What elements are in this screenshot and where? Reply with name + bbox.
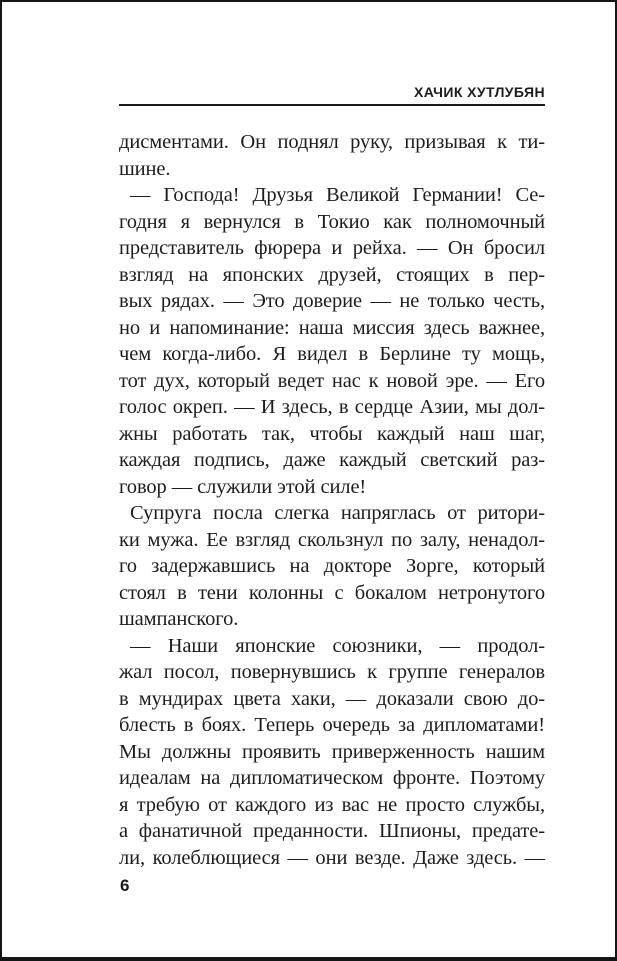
body-line: го задержавшись на докторе Зорге, который [119,555,545,577]
body-line: идеалам на дипломатическом фронте. Поэтому [119,767,545,789]
body-line: годня я вернулся в Токио как полномочный [119,210,545,233]
body-line: в мундирах цвета хаки, — доказали свою до- [119,687,545,710]
body-line: а фанатичной преданности. Шпионы, предате- [119,820,545,842]
body-line: стоял в тени колонны с бокалом нетронутого [119,581,545,604]
body-line: но и напоминание: наша миссия здесь важнее, [119,316,545,339]
body-line: ли, колеблющиеся — они везде. Даже здесь. — [119,846,545,869]
body-line: Супруга посла слегка напряглась от ритори- [130,502,545,524]
body-line: шампанского. [119,608,239,630]
header-rule [119,104,545,106]
body-line: — Господа! Друзья Великой Германии! Се- [130,184,545,206]
body-line: жны работать так, чтобы каждый наш шаг, [119,422,545,445]
body-line: вых рядах. — Это доверие — не только честь, [119,290,545,312]
body-line: каждая подпись, даже каждый светский раз- [119,449,545,471]
page-number: 6 [120,876,130,895]
body-line: говор — служили этой силе! [119,475,367,498]
body-line: шине. [119,157,171,180]
body-line: Мы должны проявить приверженность нашим [119,740,545,763]
body-line: представитель фюрера и рейха. — Он бросил [119,237,545,259]
body-line: ки мужа. Ее взгляд скользнул по залу, ненадол- [119,528,545,551]
body-line: дисментами. Он поднял руку, призывая к ти- [119,131,545,153]
body-line: блесть в боях. Теперь очередь за дипломатами! [119,714,545,736]
body-line: я требую от каждого из вас не просто службы, [119,793,545,816]
body-line: — Наши японские союзники, — продол- [130,634,545,657]
body-line: чем когда-либо. Я видел в Берлине ту мощь, [119,343,545,365]
body-text [119,129,545,871]
body-line: жал посол, повернувшись к группе генералов [119,661,545,683]
body-line: взгляд на японских друзей, стоящих в пер- [119,263,545,286]
body-line: голос окреп. — И здесь, в сердце Азии, мы дол- [119,396,545,418]
body-line: тот дух, который ведет нас к новой эре. — Его [119,369,545,392]
running-header-author: ХАЧИК ХУТЛУБЯН [414,84,545,100]
